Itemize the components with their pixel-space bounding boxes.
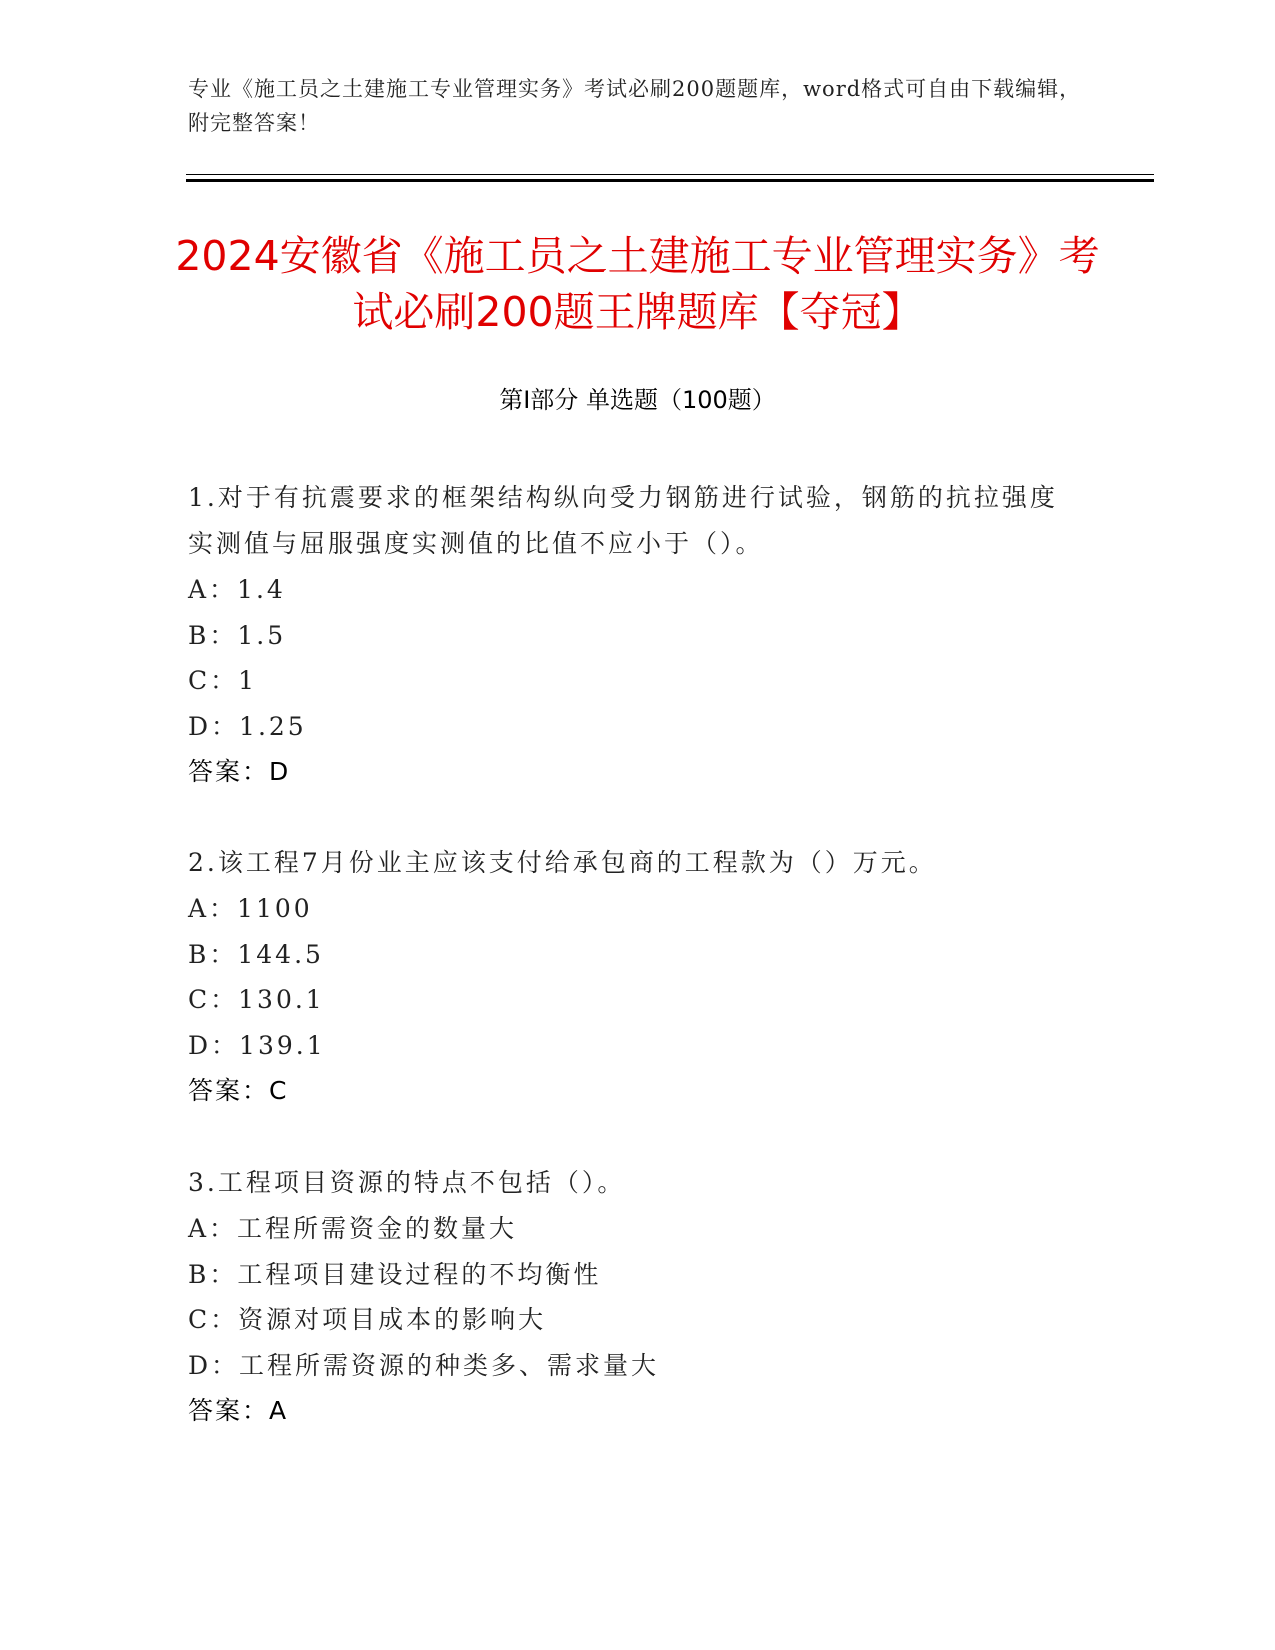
answer-line: 答案：C	[188, 1076, 289, 1105]
question-item	[188, 840, 1068, 1114]
question-stem: 1.对于有抗震要求的框架结构纵向受力钢筋进行试验，钢筋的抗拉强度实测值与屈服强度实测值的比值不应小于（）。	[188, 483, 1058, 558]
option-c: C：130.1	[188, 985, 325, 1014]
document-title: 2024安徽省《施工员之土建施工专业管理实务》考试必刷200题王牌题库【夺冠】	[175, 232, 1100, 336]
answer-line: 答案：A	[188, 1396, 289, 1425]
header-divider-thick	[186, 179, 1154, 182]
question-item	[188, 1160, 1068, 1434]
header-divider-thin	[186, 174, 1154, 175]
option-c: C：1	[188, 666, 258, 695]
option-a: A：工程所需资金的数量大	[188, 1214, 518, 1243]
question-stem: 2.该工程7月份业主应该支付给承包商的工程款为（）万元。	[188, 848, 937, 877]
question-stem: 3.工程项目资源的特点不包括（）。	[188, 1168, 626, 1197]
option-d: D：139.1	[188, 1030, 326, 1060]
option-a: A：1.4	[188, 575, 286, 604]
option-b: B：工程项目建设过程的不均衡性	[188, 1259, 602, 1289]
option-c: C：资源对项目成本的影响大	[188, 1305, 547, 1334]
option-b: B：144.5	[188, 939, 324, 969]
option-a: A：1100	[188, 894, 313, 923]
option-d: D：1.25	[188, 711, 307, 741]
question-item	[188, 475, 1068, 795]
header-note: 专业《施工员之土建施工专业管理实务》考试必刷200题题库，word格式可自由下载编辑，附完整答案！	[188, 77, 1082, 135]
option-d: D：工程所需资源的种类多、需求量大	[188, 1350, 660, 1380]
answer-line: 答案：D	[188, 757, 291, 786]
section-title: 第I部分 单选题（100题）	[499, 386, 776, 414]
option-b: B：1.5	[188, 620, 287, 650]
